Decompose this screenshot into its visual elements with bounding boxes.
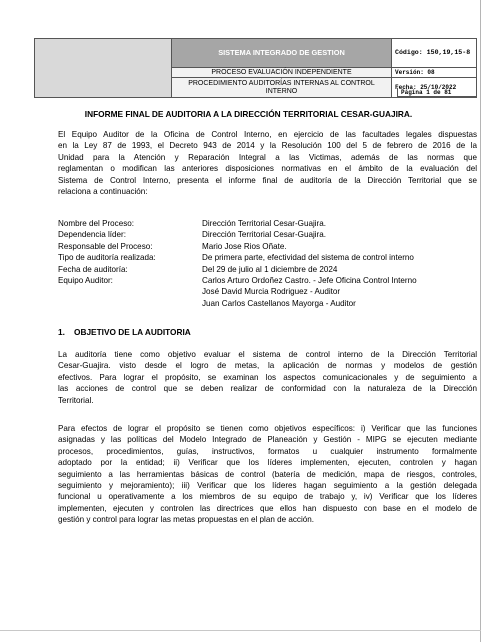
specific-line: seguimiento y mejoramiento); iii) Verificar que los líderes hagan seguimiento a la gestión delegada bbox=[58, 481, 477, 491]
section-title: OBJETIVO DE LA AUDITORIA bbox=[74, 327, 191, 337]
document-code: Código: 150,19,15-8 bbox=[392, 39, 477, 68]
logo-area bbox=[35, 39, 172, 98]
specific-line: gestión y control para lograr las metas propuestas en el plan de acción. bbox=[58, 515, 315, 525]
section-heading bbox=[58, 327, 191, 337]
intro-line: en la Ley 87 de 1993, el Decreto 943 de 2014 y la Resolución 100 del 5 de febrero de 2016 de la bbox=[58, 141, 477, 151]
info-value: Dirección Territorial Cesar-Guajira. bbox=[202, 230, 326, 240]
info-label: Equipo Auditor: bbox=[58, 275, 113, 285]
specific-line: funcional u operativamente a los miembros de su equipo de trabajo y, iv) Verificar que los líderes bbox=[58, 492, 477, 502]
info-label: Tipo de auditoría realizada: bbox=[58, 253, 156, 263]
info-value: De primera parte, efectividad del sistema de control interno bbox=[202, 253, 414, 263]
specific-objectives-paragraph bbox=[58, 423, 477, 526]
intro-line: Sistema de Control Interno, presenta el informe final de auditoría de la Dirección Territorial que se bbox=[58, 175, 477, 185]
intro-line: reglamentan o modifican las anteriores disposiciones normativas en el ámbito de la evaluación del bbox=[58, 164, 477, 174]
info-value: Mario Jose Rios Oñate. bbox=[202, 241, 287, 251]
page-number: Página 1 de 81 bbox=[397, 88, 477, 97]
objective-line: las acciones de control que se deben realizar de conformidad con la naturaleza de la Dirección bbox=[58, 384, 477, 394]
objective-line: efectivos. Para lograr el propósito, se examinan los aspectos comunicacionales y de seguimiento a bbox=[58, 372, 477, 382]
objective-line: La auditoría tiene como objetivo evaluar el sistema de control interno de la Dirección Territorial bbox=[58, 350, 477, 359]
info-value: Carlos Arturo Ordoñez Castro. - Jefe Oficina Control Interno bbox=[202, 275, 417, 285]
report-title: INFORME FINAL DE AUDITORIA A LA DIRECCIÓN TERRITORIAL CESAR-GUAJIRA. bbox=[84, 109, 413, 119]
page-edge-right bbox=[480, 0, 481, 642]
specific-line: implementen, ejecuten y controlen las directrices que ellos han dispuesto con base en el modelo de bbox=[58, 503, 477, 513]
document-date: Fecha: 25/10/2022 bbox=[392, 78, 477, 98]
info-label: Responsable del Proceso: bbox=[58, 241, 153, 251]
system-name: SISTEMA INTEGRADO DE GESTION bbox=[172, 39, 392, 68]
intro-line: relaciona a continuación: bbox=[58, 187, 148, 197]
specific-line: procesos, procedimientos, guías, instructivos, formatos u cualquier instrumento formalmente bbox=[58, 446, 477, 456]
intro-paragraph bbox=[58, 129, 477, 197]
specific-line: adoptado por la entidad; ii) Verificar que los líderes implementen, ejecuten, controlen y hagan bbox=[58, 458, 477, 468]
objective-paragraph bbox=[58, 349, 477, 406]
process-name: PROCESO EVALUACIÓN INDEPENDIENTE bbox=[172, 68, 392, 78]
page-edge-bottom bbox=[0, 630, 481, 631]
info-value: Dirección Territorial Cesar-Guajira. bbox=[202, 219, 326, 228]
objective-line: Cesar-Guajira. visto desde el logro de metas, la aplicación de normas y modelos de gestión bbox=[58, 361, 477, 371]
info-value: Juan Carlos Castellanos Mayorga - Auditor bbox=[202, 298, 356, 308]
objective-line: Territorial. bbox=[58, 395, 94, 405]
info-label: Dependencia líder: bbox=[58, 230, 126, 240]
procedure-name: PROCEDIMIENTO AUDITORÍAS INTERNAS AL CONTROL INTERNO bbox=[172, 78, 392, 98]
specific-line: Para efectos de lograr el propósito se tienen como objetivos específicos: i) Verificar que las funciones bbox=[58, 424, 477, 433]
info-label: Fecha de auditoría: bbox=[58, 264, 128, 274]
section-number: 1. bbox=[58, 327, 65, 337]
document-version: Versión: 08 bbox=[392, 68, 477, 78]
info-value: José David Murcia Rodriguez - Auditor bbox=[202, 287, 341, 297]
info-value: Del 29 de julio al 1 diciembre de 2024 bbox=[202, 264, 338, 274]
intro-line: Unidad para la Atención y Reparación Integral a las Victimas, además de las normas que bbox=[58, 152, 477, 162]
intro-line: El Equipo Auditor de la Oficina de Control Interno, en ejercicio de las facultades legales dispuestas bbox=[58, 130, 477, 139]
info-label: Nombre del Proceso: bbox=[58, 219, 135, 228]
specific-line: asignadas y las políticas del Modelo Integrado de Planeación y Gestión - MIPG se ejecuten mediante bbox=[58, 435, 477, 445]
specific-line: seguimiento a las herramientas básicas de control (batería de medición, mapa de riesgos, controles, bbox=[58, 469, 477, 479]
